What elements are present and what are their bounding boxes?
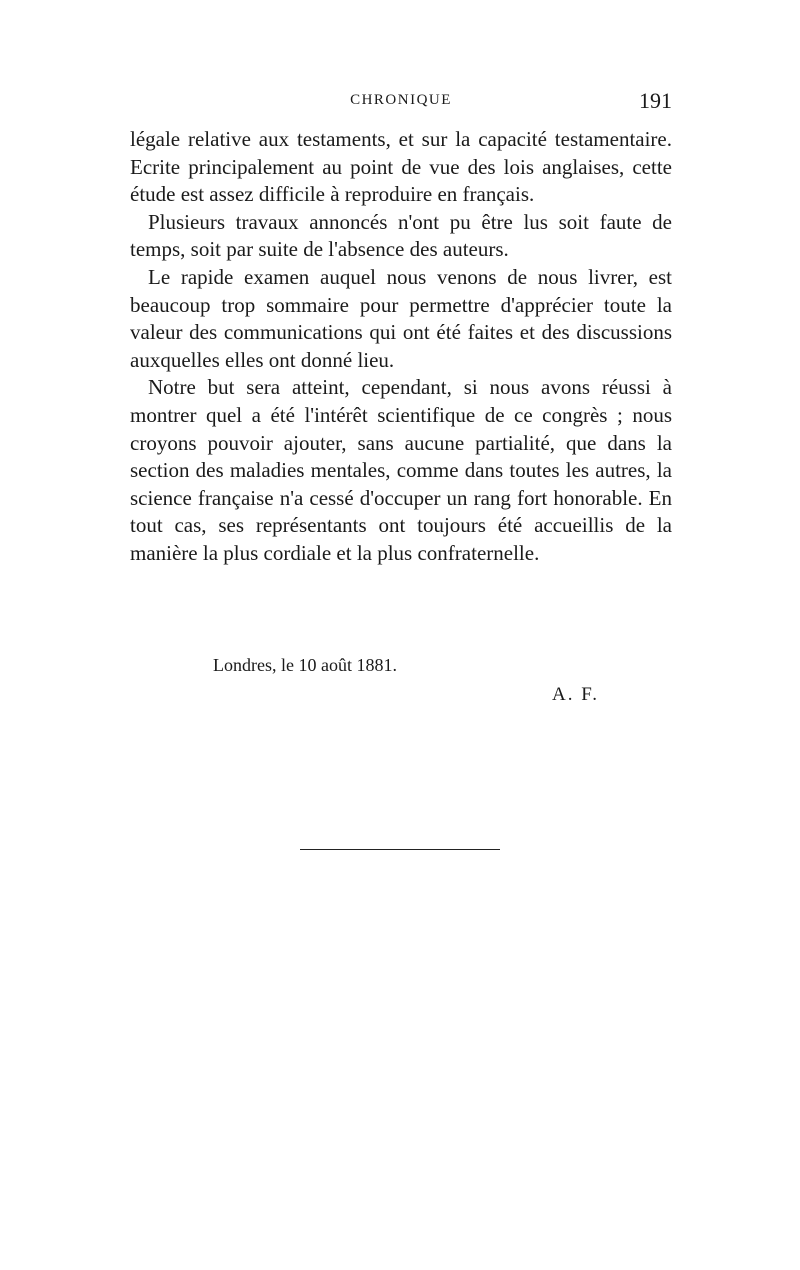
running-title: CHRONIQUE [350, 92, 452, 108]
page-header [130, 88, 672, 118]
author-signature: A. F. [552, 684, 600, 705]
paragraph-conclusion: Notre but sera atteint, cependant, si nous avons réussi à montrer quel a été l'intérêt scientifique de ce congrès ; nous croyons pouvoir ajouter, sans aucune partialité, que dans la section des maladies mentales, comme dans toutes les autres, la science française n'a cessé d'occuper un rang fort honorable. En tout cas, ses représentants ont toujours été accueillis de la manière la plus cordiale et la plus confraternelle. [130, 375, 672, 565]
paragraph-unread-papers: Plusieurs travaux annoncés n'ont pu être lus soit faute de temps, soit par suite de l'absence des auteurs. [130, 209, 672, 262]
dateline: Londres, le 10 août 1881. [213, 655, 397, 675]
paragraph-summary: Le rapide examen auquel nous venons de nous livrer, est beaucoup trop sommaire pour permettre d'apprécier toute la valeur des communications qui ont été faites et des discussions auxquelles elles ont donné lieu. [130, 264, 672, 372]
section-end-rule [300, 849, 500, 850]
paragraph-continuation: légale relative aux testaments, et sur la capacité testamentaire. Ecrite principalement au point de vue des lois anglaises, cette étude est assez difficile à reproduire en français. [130, 127, 672, 207]
page-number: 191 [639, 88, 672, 113]
body-text [130, 126, 672, 568]
